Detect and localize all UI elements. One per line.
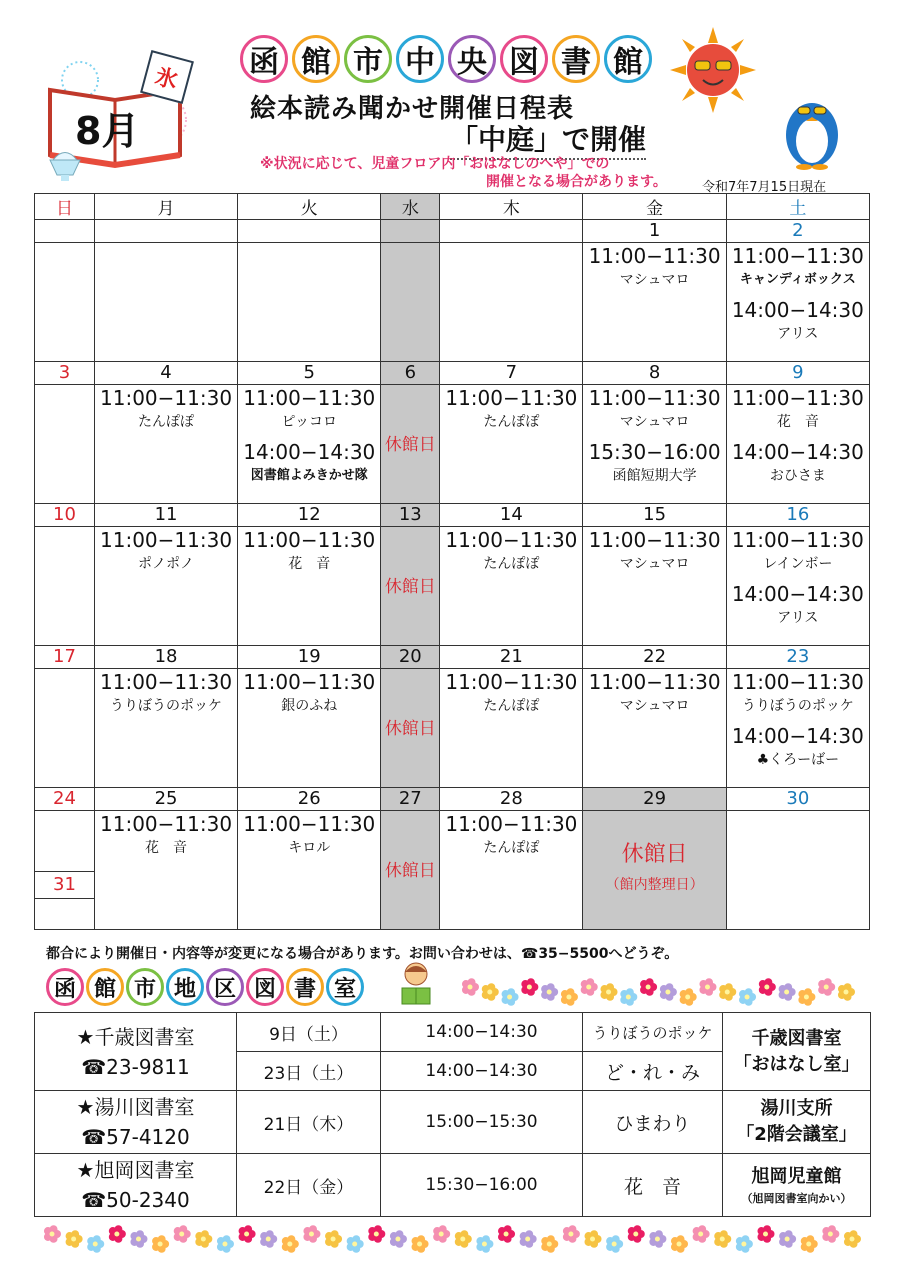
- title-char: 函: [240, 35, 288, 83]
- branch-name: ★湯川図書室: [76, 1095, 195, 1119]
- events-cell: [726, 527, 869, 646]
- notice-line: ※状況に応じて、児童フロア内「おはなしのへや」での: [260, 156, 610, 172]
- branch-place-cell: [723, 1013, 871, 1091]
- notice-line: 開催となる場合があります。: [486, 174, 667, 190]
- event-time: 14:00−14:30: [731, 440, 864, 464]
- date-cell: 12: [238, 504, 381, 527]
- flower-icon: [606, 1235, 623, 1253]
- flower-icon: [368, 1225, 385, 1243]
- flower-icon: [581, 978, 598, 996]
- branch-date: 22日（金）: [237, 1154, 381, 1217]
- date-cell: 20: [381, 646, 440, 669]
- events-cell: [35, 811, 95, 930]
- events-cell: [238, 527, 381, 646]
- flower-decoration: [458, 977, 858, 1007]
- branch-row: [35, 1091, 871, 1154]
- flower-icon: [462, 978, 479, 996]
- closed-note: （館内整理日）: [605, 877, 704, 893]
- flower-icon: [433, 1225, 450, 1243]
- event-group: ポノポノ: [138, 556, 195, 572]
- date-cell: 26: [238, 788, 381, 811]
- date-cell: 29: [583, 788, 726, 811]
- branch-name-cell: [35, 1091, 237, 1154]
- event-group: おひさま: [769, 468, 826, 484]
- event-group: うりぼうのポッケ: [110, 698, 223, 714]
- branch-place-detail: 「おはなし室」: [733, 1053, 860, 1075]
- date-cell: 17: [35, 646, 95, 669]
- event-time: 11:00−11:30: [731, 244, 864, 268]
- title-char: 央: [448, 35, 496, 83]
- events-cell: [583, 243, 726, 362]
- closed-label: 休館日: [384, 435, 436, 455]
- events-cell: [726, 669, 869, 788]
- events-cell: [238, 385, 381, 504]
- branch-date: 9日（土）: [237, 1013, 381, 1052]
- branch-place-detail: （旭岡図書室向かい）: [741, 1192, 852, 1205]
- flower-icon: [660, 983, 677, 1001]
- date-cell: 8: [583, 362, 726, 385]
- flower-icon: [541, 983, 558, 1001]
- branch-place-detail: 「2階会議室」: [736, 1124, 857, 1145]
- event-time: 11:00−11:30: [731, 670, 864, 694]
- flower-icon: [561, 988, 578, 1006]
- events-cell: [35, 385, 95, 504]
- events-row: [35, 669, 870, 788]
- branch-group: 花 音: [583, 1154, 723, 1217]
- branch-place: 千歳図書室: [751, 1027, 842, 1049]
- flower-icon: [455, 1230, 472, 1248]
- event-group: マシュマロ: [619, 272, 690, 288]
- flower-icon: [412, 1235, 429, 1253]
- branch-title-char: 区: [206, 968, 244, 1006]
- flower-icon: [739, 988, 756, 1006]
- event-group: たんぽぽ: [483, 556, 540, 572]
- branch-time: 15:30−16:00: [381, 1154, 583, 1217]
- branch-title-circles: [46, 968, 364, 1006]
- closed-label: 休館日: [384, 577, 436, 597]
- event-time: 14:00−14:30: [243, 440, 376, 464]
- date-cell: 14: [440, 504, 583, 527]
- flower-icon: [801, 1235, 818, 1253]
- flower-icon: [759, 978, 776, 996]
- branch-date: 21日（木）: [237, 1091, 381, 1154]
- branch-phone: ☎50-2340: [81, 1188, 190, 1212]
- event-group: たんぽぽ: [483, 698, 540, 714]
- events-cell: [381, 243, 440, 362]
- flower-icon: [620, 988, 637, 1006]
- event-time: 15:30−16:00: [588, 440, 721, 464]
- date-row: [35, 788, 870, 811]
- event-time: 11:00−11:30: [243, 812, 376, 836]
- flower-icon: [325, 1230, 342, 1248]
- events-cell: [583, 811, 726, 930]
- events-cell: [440, 669, 583, 788]
- flower-decoration: [40, 1224, 864, 1254]
- flower-icon: [390, 1230, 407, 1248]
- closed-label: 休館日: [384, 861, 436, 881]
- events-cell: [583, 385, 726, 504]
- event-group: マシュマロ: [619, 414, 690, 430]
- events-cell: [238, 811, 381, 930]
- events-row: [35, 243, 870, 362]
- flower-icon: [498, 1225, 515, 1243]
- flower-icon: [217, 1235, 234, 1253]
- event-time: 11:00−11:30: [588, 386, 721, 410]
- closed-label: 休館日: [621, 842, 688, 867]
- flower-icon: [520, 1230, 537, 1248]
- event-time: 11:00−11:30: [100, 812, 233, 836]
- branch-title-char: 書: [286, 968, 324, 1006]
- flower-icon: [260, 1230, 277, 1248]
- events-cell: [94, 669, 237, 788]
- flower-icon: [174, 1225, 191, 1243]
- event-time: 11:00−11:30: [445, 670, 578, 694]
- events-cell: [726, 811, 869, 930]
- events-cell: [94, 385, 237, 504]
- events-cell: [583, 669, 726, 788]
- weekday-header: 月: [94, 194, 237, 220]
- branch-schedule-table: [34, 1012, 871, 1217]
- ice-flag-icon: 氷: [140, 50, 194, 104]
- date-cell: [94, 220, 237, 243]
- events-cell: [35, 527, 95, 646]
- flower-icon: [109, 1225, 126, 1243]
- weekday-header: 金: [583, 194, 726, 220]
- flower-icon: [195, 1230, 212, 1248]
- flower-icon: [44, 1225, 61, 1243]
- event-group: 函館短期大学: [612, 468, 697, 484]
- events-row: [35, 385, 870, 504]
- flower-icon: [714, 1230, 731, 1248]
- title-char: 市: [344, 35, 392, 83]
- events-row: [35, 527, 870, 646]
- branch-title-char: 館: [86, 968, 124, 1006]
- flower-icon: [693, 1225, 710, 1243]
- events-cell: [238, 243, 381, 362]
- events-cell: [583, 527, 726, 646]
- flower-icon: [680, 988, 697, 1006]
- flower-icon: [66, 1230, 83, 1248]
- weekday-header: 水: [381, 194, 440, 220]
- event-time: 11:00−11:30: [445, 812, 578, 836]
- shaved-ice-icon: [45, 145, 85, 185]
- date-cell: 22: [583, 646, 726, 669]
- events-cell: [35, 243, 95, 362]
- flower-icon: [600, 983, 617, 1001]
- title-char: 書: [552, 35, 600, 83]
- closed-label: 休館日: [384, 719, 436, 739]
- branch-row: [35, 1154, 871, 1217]
- branch-place: 旭岡児童館: [751, 1166, 842, 1187]
- event-group: たんぽぽ: [483, 414, 540, 430]
- date-cell: 23: [726, 646, 869, 669]
- flower-icon: [838, 983, 855, 1001]
- date-cell: 13: [381, 504, 440, 527]
- flower-icon: [130, 1230, 147, 1248]
- branch-group: ど・れ・み: [583, 1052, 723, 1091]
- events-cell: [440, 811, 583, 930]
- event-time: 11:00−11:30: [100, 386, 233, 410]
- branch-time: 14:00−14:30: [381, 1052, 583, 1091]
- flower-icon: [779, 1230, 796, 1248]
- events-cell: [726, 243, 869, 362]
- reading-child-icon: [394, 960, 438, 1008]
- title-char: 館: [604, 35, 652, 83]
- flower-icon: [502, 988, 519, 1006]
- title-char: 図: [500, 35, 548, 83]
- flower-icon: [699, 978, 716, 996]
- flower-icon: [844, 1230, 861, 1248]
- title-char: 中: [396, 35, 444, 83]
- events-cell: [440, 243, 583, 362]
- date-row: [35, 646, 870, 669]
- flower-icon: [563, 1225, 580, 1243]
- venue-label: 「中庭」で開催: [450, 118, 646, 160]
- title-char: 館: [292, 35, 340, 83]
- events-cell: [440, 385, 583, 504]
- flower-icon: [757, 1225, 774, 1243]
- date-cell: 1: [583, 220, 726, 243]
- date-cell: 11: [94, 504, 237, 527]
- event-time: 11:00−11:30: [588, 528, 721, 552]
- event-time: 14:00−14:30: [731, 298, 864, 322]
- branch-row: [35, 1013, 871, 1052]
- date-cell: 19: [238, 646, 381, 669]
- flower-icon: [736, 1235, 753, 1253]
- date-cell: 4: [94, 362, 237, 385]
- event-time: 14:00−14:30: [731, 582, 864, 606]
- branch-time: 15:00−15:30: [381, 1091, 583, 1154]
- branch-place: 湯川支所: [760, 1098, 833, 1119]
- footnote: 都合により開催日・内容等が変更になる場合があります。お問い合わせは、☎35−5500へどうぞ。: [46, 946, 679, 962]
- events-cell: [440, 527, 583, 646]
- branch-date: 23日（土）: [237, 1052, 381, 1091]
- events-cell: [726, 385, 869, 504]
- branch-time: 14:00−14:30: [381, 1013, 583, 1052]
- weekday-header: 日: [35, 194, 95, 220]
- date-cell: 21: [440, 646, 583, 669]
- event-time: 11:00−11:30: [243, 670, 376, 694]
- branch-title-char: 図: [246, 968, 284, 1006]
- date-cell: [440, 220, 583, 243]
- branch-name-cell: [35, 1013, 237, 1091]
- flower-icon: [347, 1235, 364, 1253]
- sun-icon: [668, 25, 758, 115]
- flower-icon: [303, 1225, 320, 1243]
- date-cell: 2: [726, 220, 869, 243]
- event-time: 14:00−14:30: [731, 724, 864, 748]
- month-label: 8月: [75, 109, 140, 153]
- flower-icon: [152, 1235, 169, 1253]
- flower-icon: [822, 1225, 839, 1243]
- date-cell: [35, 220, 95, 243]
- flower-icon: [798, 988, 815, 1006]
- event-group: アリス: [777, 610, 819, 626]
- branch-phone: ☎23-9811: [81, 1054, 190, 1079]
- weekday-header: 木: [440, 194, 583, 220]
- branch-name: ★千歳図書室: [76, 1024, 195, 1049]
- event-group: キロル: [288, 840, 331, 856]
- event-time: 11:00−11:30: [731, 386, 864, 410]
- event-time: 11:00−11:30: [445, 386, 578, 410]
- event-group: 花 音: [776, 414, 819, 430]
- date-cell: 15: [583, 504, 726, 527]
- date-cell: 9: [726, 362, 869, 385]
- branch-title-char: 函: [46, 968, 84, 1006]
- as-of-date: 令和7年7月15日現在: [702, 180, 827, 195]
- date-cell: 3: [35, 362, 95, 385]
- flower-icon: [239, 1225, 256, 1243]
- event-time: 11:00−11:30: [243, 386, 376, 410]
- date-cell: 16: [726, 504, 869, 527]
- event-group: 花 音: [288, 556, 331, 572]
- flower-icon: [649, 1230, 666, 1248]
- date-cell: [238, 220, 381, 243]
- flower-icon: [818, 978, 835, 996]
- event-group: たんぽぽ: [138, 414, 195, 430]
- flower-icon: [282, 1235, 299, 1253]
- flower-icon: [482, 983, 499, 1001]
- date-row: [35, 362, 870, 385]
- branch-phone: ☎57-4120: [81, 1125, 190, 1149]
- date-cell: 24: [35, 788, 95, 811]
- branch-title-char: 市: [126, 968, 164, 1006]
- flower-icon: [779, 983, 796, 1001]
- date-cell: 25: [94, 788, 237, 811]
- branch-group: うりぼうのポッケ: [583, 1013, 723, 1052]
- event-group: うりぼうのポッケ: [741, 698, 854, 714]
- events-cell: [381, 527, 440, 646]
- event-group: マシュマロ: [619, 556, 690, 572]
- notice-text: [260, 155, 700, 191]
- events-cell: [381, 811, 440, 930]
- event-group: 花 音: [145, 840, 188, 856]
- date-cell: [381, 220, 440, 243]
- date-cell: 27: [381, 788, 440, 811]
- date-cell: 7: [440, 362, 583, 385]
- page-subtitle: 絵本読み聞かせ開催日程表: [250, 94, 575, 124]
- event-time: 11:00−11:30: [243, 528, 376, 552]
- event-group: ♣くろーばー: [756, 752, 840, 768]
- events-cell: [94, 527, 237, 646]
- branch-group: ひまわり: [583, 1091, 723, 1154]
- events-cell: [35, 669, 95, 788]
- flower-icon: [541, 1235, 558, 1253]
- branch-place-cell: [723, 1154, 871, 1217]
- events-cell: [94, 243, 237, 362]
- flower-icon: [719, 983, 736, 1001]
- branch-name-cell: [35, 1154, 237, 1217]
- flower-icon: [671, 1235, 688, 1253]
- date-row: [35, 220, 870, 243]
- date-cell: 31: [35, 871, 94, 899]
- title-circles: [240, 35, 652, 83]
- events-cell: [381, 385, 440, 504]
- event-time: 11:00−11:30: [588, 670, 721, 694]
- weekday-header: 土: [726, 194, 869, 220]
- flower-icon: [584, 1230, 601, 1248]
- branch-place-cell: [723, 1091, 871, 1154]
- date-cell: 28: [440, 788, 583, 811]
- event-time: 11:00−11:30: [445, 528, 578, 552]
- event-time: 11:00−11:30: [100, 670, 233, 694]
- events-cell: [381, 669, 440, 788]
- branch-title-char: 地: [166, 968, 204, 1006]
- branch-name: ★旭岡図書室: [76, 1158, 195, 1182]
- flower-icon: [476, 1235, 493, 1253]
- event-group: アリス: [777, 326, 819, 342]
- events-cell: [94, 811, 237, 930]
- event-group: ピッコロ: [281, 414, 337, 430]
- event-time: 11:00−11:30: [588, 244, 721, 268]
- flower-icon: [640, 978, 657, 996]
- date-cell: 10: [35, 504, 95, 527]
- event-group: たんぽぽ: [483, 840, 540, 856]
- event-group: マシュマロ: [619, 698, 690, 714]
- date-cell: 6: [381, 362, 440, 385]
- event-group: キャンディボックス: [739, 272, 856, 287]
- weekday-header: 火: [238, 194, 381, 220]
- events-cell: [238, 669, 381, 788]
- event-group: 銀のふね: [281, 698, 338, 714]
- event-group: 図書館よみきかせ隊: [250, 468, 368, 483]
- flower-icon: [521, 978, 538, 996]
- events-row: [35, 811, 870, 930]
- flower-icon: [628, 1225, 645, 1243]
- event-group: レインボー: [763, 556, 833, 572]
- schedule-calendar: [34, 193, 870, 930]
- flower-icon: [87, 1235, 104, 1253]
- date-cell: 30: [726, 788, 869, 811]
- date-cell: 5: [238, 362, 381, 385]
- event-time: 11:00−11:30: [100, 528, 233, 552]
- event-time: 11:00−11:30: [731, 528, 864, 552]
- date-cell: 18: [94, 646, 237, 669]
- date-row: [35, 504, 870, 527]
- branch-title-char: 室: [326, 968, 364, 1006]
- penguin-icon: [770, 85, 850, 170]
